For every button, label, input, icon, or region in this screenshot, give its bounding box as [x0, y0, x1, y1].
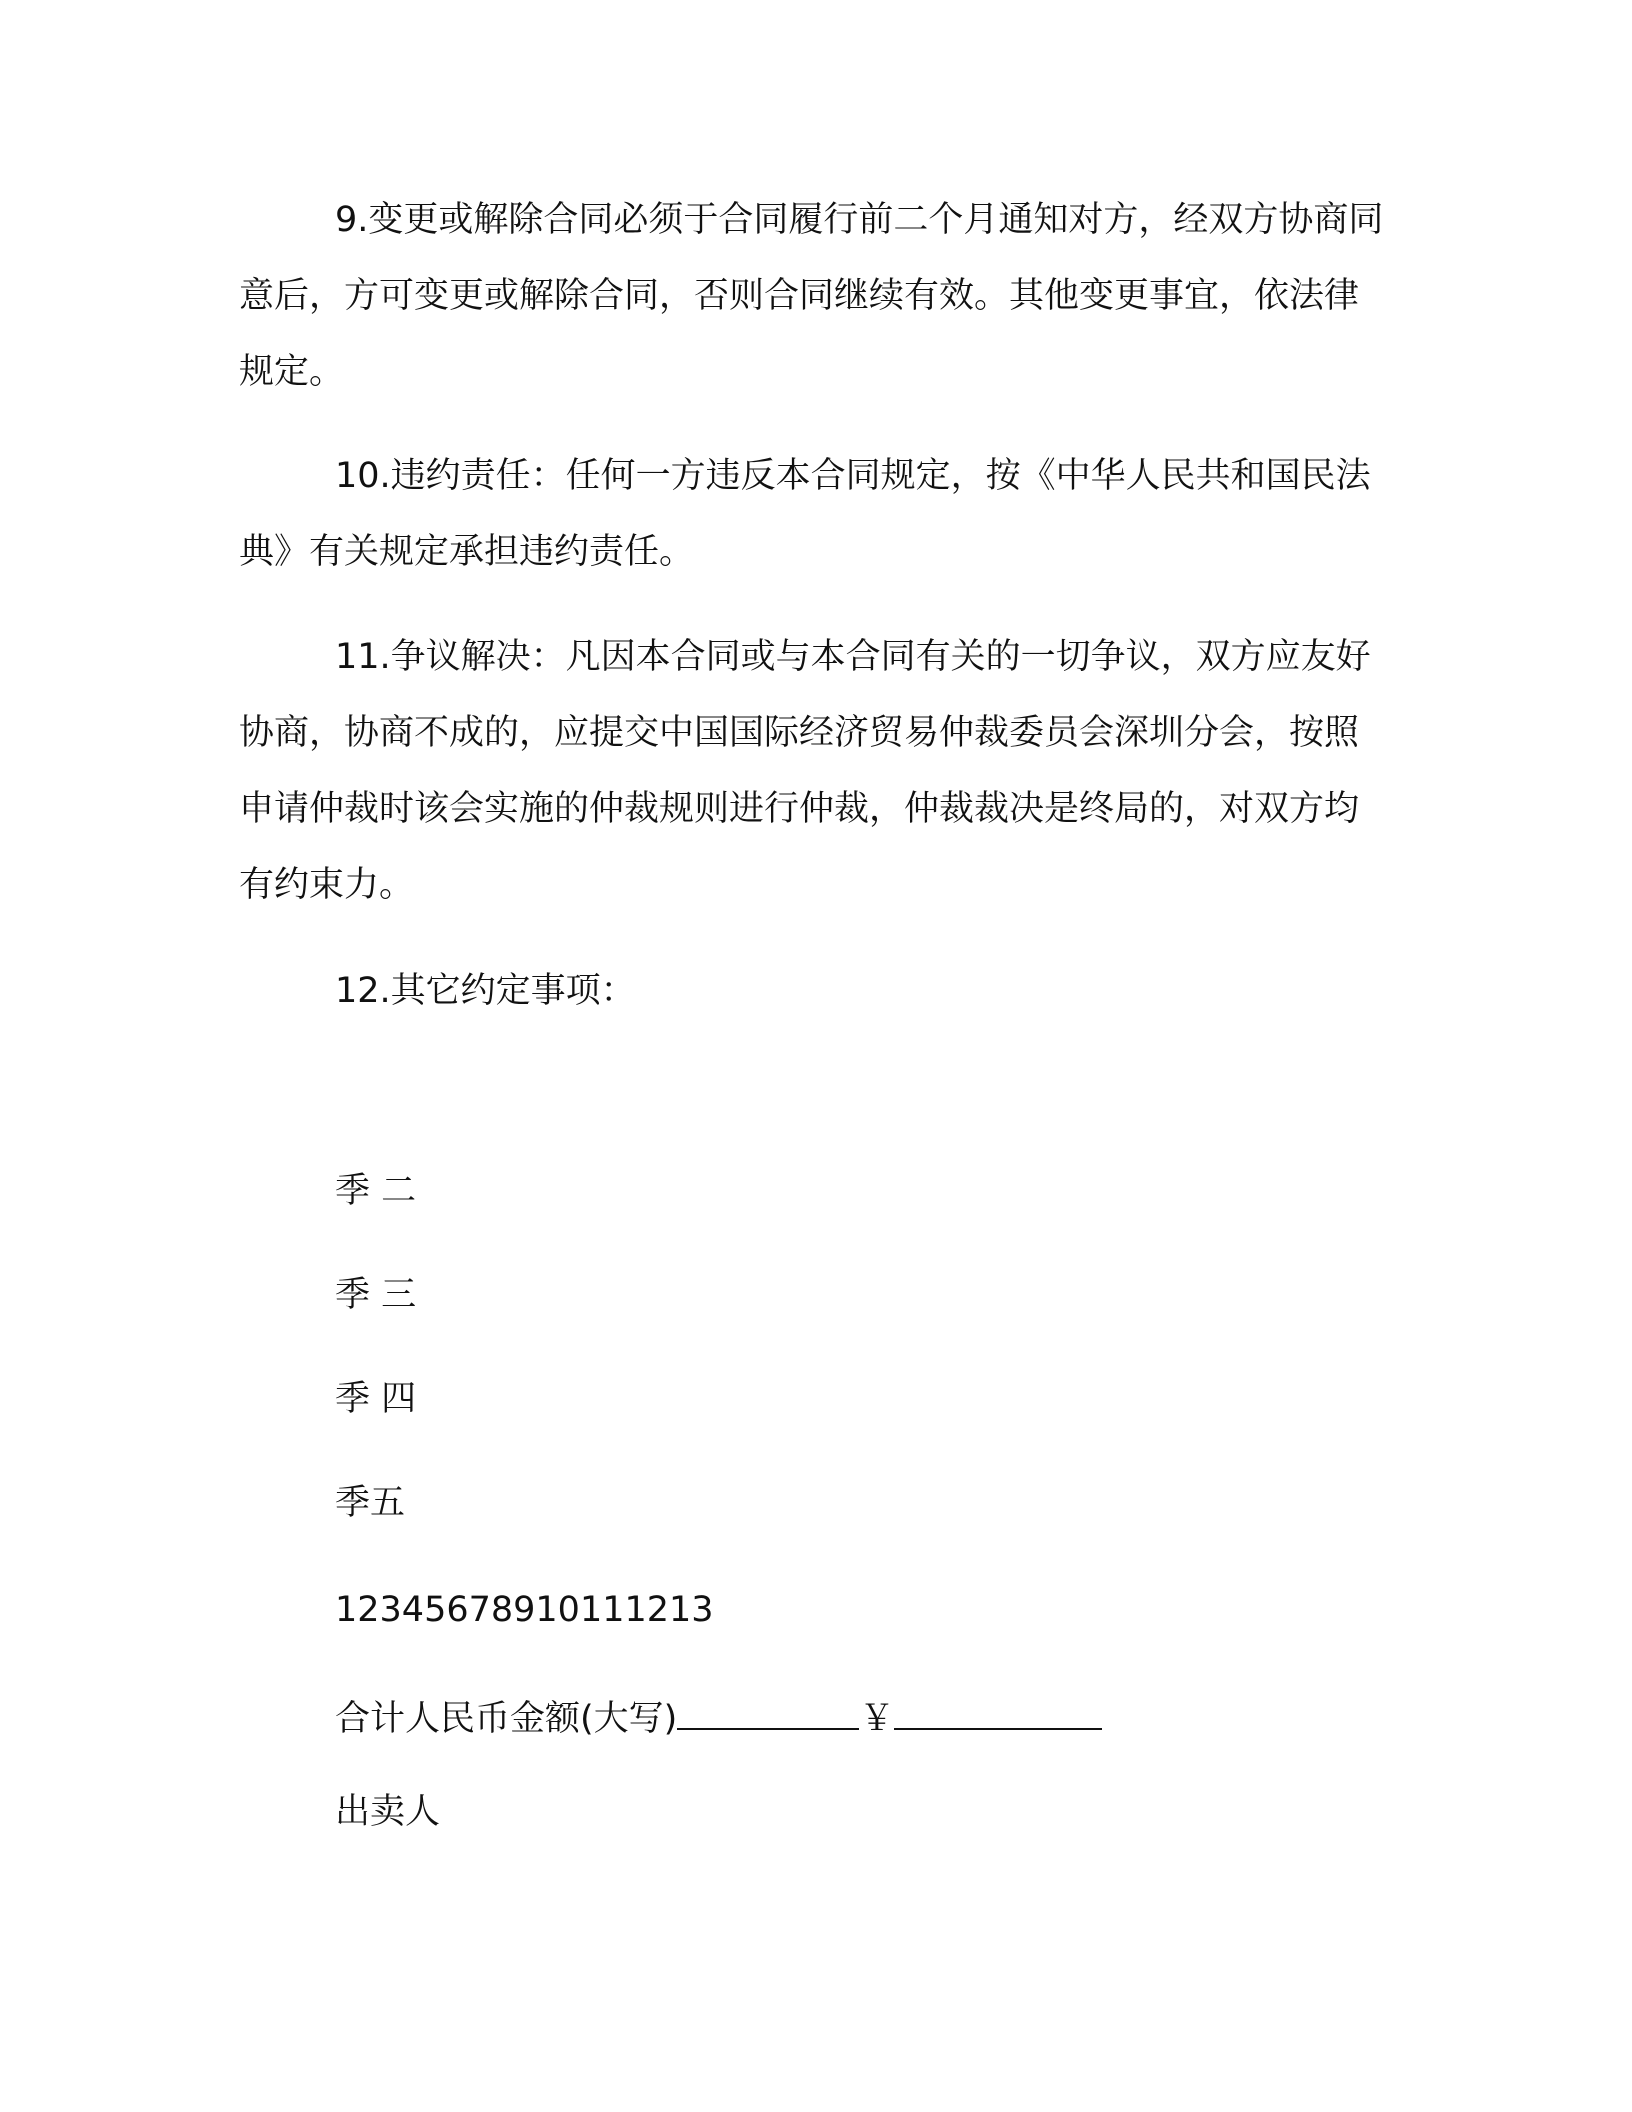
seller-label: 出卖人: [335, 1792, 441, 1832]
amount-in-words-blank[interactable]: [677, 1694, 859, 1730]
season-four-label: 季 四: [335, 1379, 417, 1419]
clause-10-breach-liability: 10.违约责任：任何一方违反本合同规定，按《中华人民共和国民法典》有关规定承担违约责任。: [239, 456, 1371, 572]
clause-12-other-matters: 12.其它约定事项：: [335, 971, 636, 1011]
total-amount-label: 合计人民币金额(大写): [335, 1699, 678, 1739]
amount-in-figures-blank[interactable]: [894, 1694, 1102, 1730]
total-amount-line: [335, 1694, 1102, 1744]
season-five-label: 季五: [335, 1483, 406, 1523]
season-three-label: 季 三: [335, 1275, 417, 1315]
number-row: 12345678910111213: [335, 1590, 714, 1630]
season-two-label: 季 二: [335, 1171, 417, 1211]
clause-11-dispute-resolution: 11.争议解决：凡因本合同或与本合同有关的一切争议，双方应友好协商，协商不成的，应提交中国国际经济贸易仲裁委员会深圳分会，按照申请仲裁时该会实施的仲裁规则进行仲裁，仲裁裁决是终局的，对双方均有约束力。: [239, 637, 1371, 905]
clause-9: 9.变更或解除合同必须于合同履行前二个月通知对方，经双方协商同意后，方可变更或解除合同，否则合同继续有效。其他变更事宜，依法律规定。: [239, 200, 1384, 392]
yen-sign: ￥: [859, 1699, 895, 1739]
